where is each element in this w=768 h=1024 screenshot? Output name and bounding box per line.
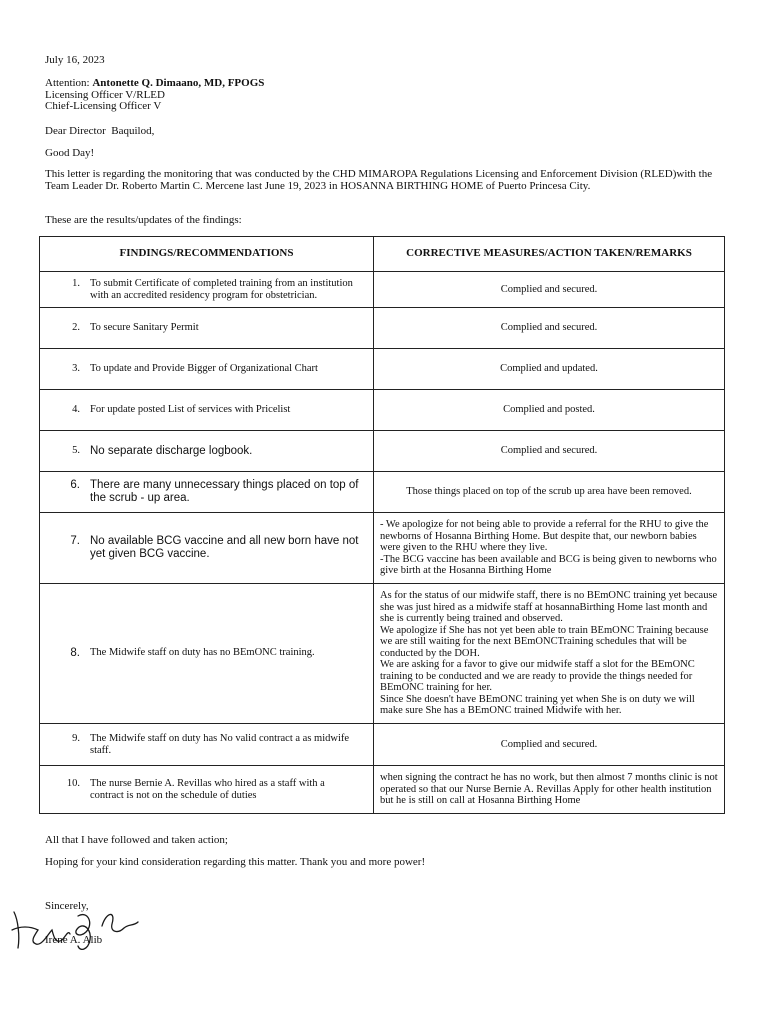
finding-cell (40, 390, 374, 431)
table-row (40, 349, 725, 390)
action-cell: Complied and secured. (374, 272, 725, 308)
table-row (40, 390, 725, 431)
salutation: Dear Director Baquilod, (45, 125, 155, 137)
row-number: 2. (72, 322, 80, 334)
finding-cell (40, 724, 374, 766)
table-row (40, 766, 725, 814)
finding-cell (40, 349, 374, 390)
action-cell: Complied and secured. (374, 308, 725, 349)
table-row (40, 584, 725, 724)
closing-line-1: All that I have followed and taken action; (45, 834, 228, 846)
signatory-name: Irene A. Alib (45, 934, 103, 946)
action-cell: Those things placed on top of the scrub up area have been removed. (374, 472, 725, 513)
finding-text: There are many unnecessary things placed on top of the scrub - up area. (90, 479, 359, 504)
attention-label: Attention: (45, 77, 93, 89)
finding-cell (40, 584, 374, 724)
attention-line (45, 77, 264, 89)
row-number: 8. (70, 647, 80, 659)
finding-text: To secure Sanitary Permit (90, 322, 199, 334)
findings-header: FINDINGS/RECOMMENDATIONS (40, 237, 374, 272)
letter-date: July 16, 2023 (45, 54, 105, 66)
finding-text: The Midwife staff on duty has no BEmONC training. (90, 647, 315, 658)
row-number: 5. (72, 444, 80, 456)
closing-line-2: Hoping for your kind consideration regarding this matter. Thank you and more power! (45, 856, 426, 868)
table-row (40, 724, 725, 766)
attention-name: Antonette Q. Dimaano, MD, FPOGS (92, 77, 265, 89)
table-row (40, 308, 725, 349)
action-cell: when signing the contract he has no work, but then almost 7 months clinic is not operated so that our Nurse Bernie A. Revillas Apply for other health institution but he is still on call at Hosanna Birthing Home (374, 766, 725, 814)
table-row (40, 272, 725, 308)
finding-text: To submit Certificate of completed training from an institution with an accredited residency program for obstetrician. (90, 278, 353, 301)
row-number: 9. (72, 733, 80, 744)
sincerely: Sincerely, (45, 900, 89, 912)
attention-title-2: Chief-Licensing Officer V (45, 100, 162, 112)
action-cell: As for the status of our midwife staff, there is no BEmONC training yet because she was just hired as a midwife staff at hosannaBirthing Home last month and she is currently being trained and observed. We apologize if She has not yet been able to train BEmONC Training because we are still waiting for the next BEmONCTraining schedules that will be conducted by the DOH. We are asking for a favor to give our midwife staff a slot for the BEmONC training to be conducted and we are ready to provide the things needed for BEmONC training for her. Since She doesn't have BEmONC training yet when She is on duty we will make sure She has a BEmONC trained Midwife with her. (374, 584, 725, 724)
finding-text: The nurse Bernie A. Revillas who hired as a staff with a contract is not on the schedule of duties (90, 778, 325, 801)
table-row (40, 513, 725, 584)
attention-title-1: Licensing Officer V/RLED (45, 89, 165, 101)
actions-header: CORRECTIVE MEASURES/ACTION TAKEN/REMARKS (374, 237, 725, 272)
finding-cell (40, 431, 374, 472)
finding-cell (40, 308, 374, 349)
row-number: 1. (72, 278, 80, 289)
row-number: 4. (72, 404, 80, 416)
results-intro: These are the results/updates of the findings: (45, 214, 242, 226)
row-number: 10. (66, 778, 80, 789)
row-number: 6. (70, 479, 80, 491)
finding-cell (40, 513, 374, 584)
action-cell: Complied and secured. (374, 431, 725, 472)
findings-table (39, 236, 725, 814)
finding-cell (40, 272, 374, 308)
finding-text: No separate discharge logbook. (90, 444, 253, 457)
finding-cell (40, 766, 374, 814)
finding-text: The Midwife staff on duty has No valid contract a as midwife staff. (90, 733, 350, 756)
finding-cell (40, 472, 374, 513)
action-cell: - We apologize for not being able to provide a referral for the RHU to give the newborns of Hosanna Birthing Home. But despite that, our newborn babies were given to the RHU where they live. -The BCG vaccine has been available and BCG is being given to newborns who give birth at the Hosanna Birthing Home (374, 513, 725, 584)
table-row (40, 472, 725, 513)
action-cell: Complied and updated. (374, 349, 725, 390)
action-cell: Complied and posted. (374, 390, 725, 431)
finding-text: No available BCG vaccine and all new born have not yet given BCG vaccine. (90, 535, 359, 560)
action-cell: Complied and secured. (374, 724, 725, 766)
greeting: Good Day! (45, 147, 95, 159)
table-header-row (40, 237, 725, 272)
table-row (40, 431, 725, 472)
handwritten-signature (8, 900, 148, 955)
finding-text: For update posted List of services with Pricelist (90, 404, 291, 416)
row-number: 3. (72, 363, 80, 375)
finding-text: To update and Provide Bigger of Organizational Chart (90, 363, 318, 375)
intro-paragraph: This letter is regarding the monitoring that was conducted by the CHD MIMAROPA Regulations Licensing and Enforcement Division (RLED)with the Team Leader Dr. Roberto Martin C. Mercene last June 19, 2023 in HOSANNA BIRTHING HOME of Puerto Princesa City. (45, 168, 713, 192)
row-number: 7. (70, 535, 80, 547)
